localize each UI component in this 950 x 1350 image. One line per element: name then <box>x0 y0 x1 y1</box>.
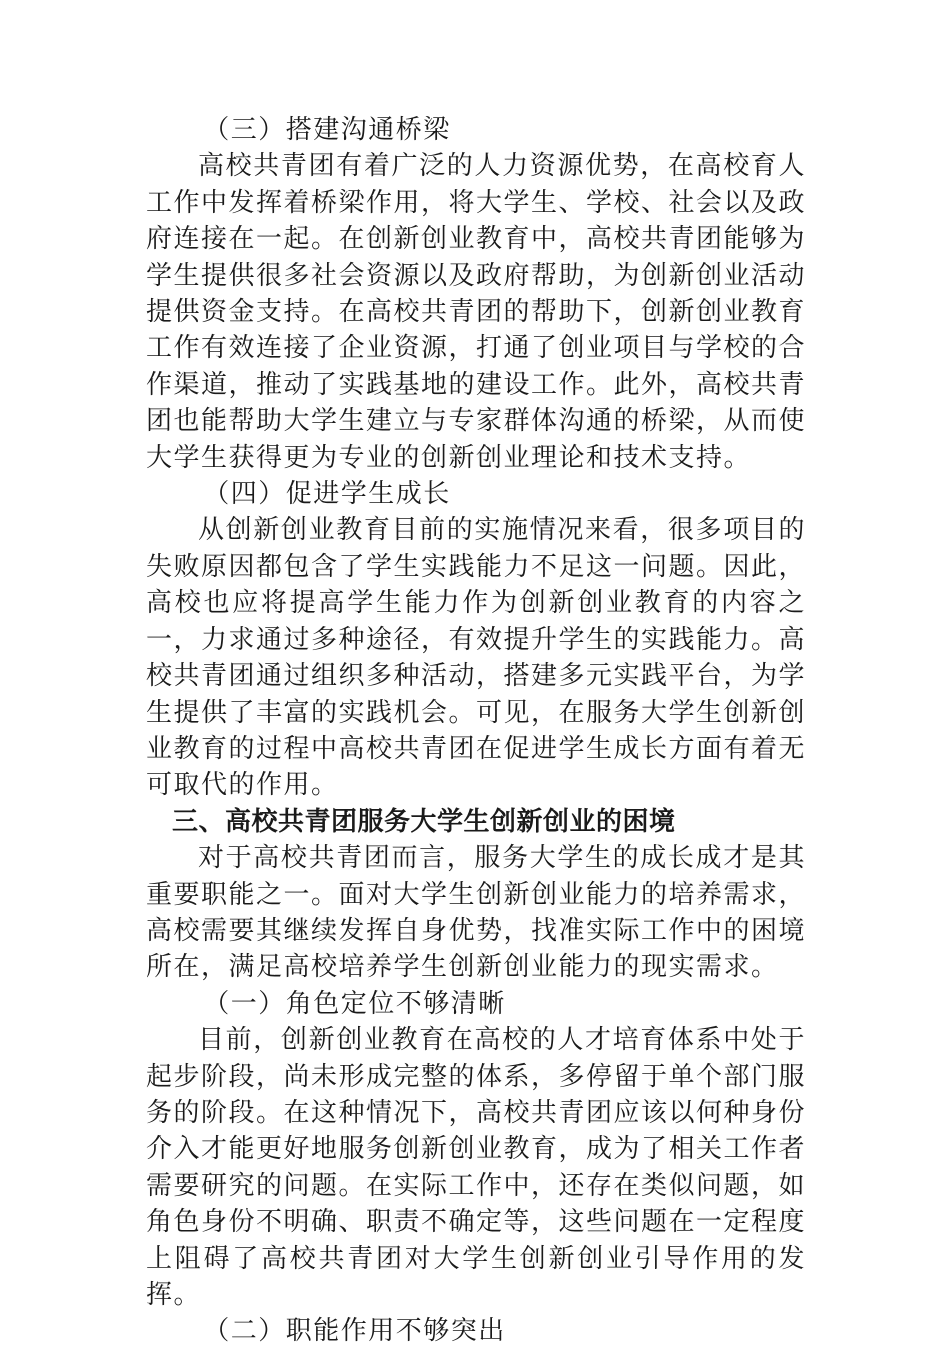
heading-two-function-weak: （二）职能作用不够突出 <box>203 1316 506 1347</box>
paragraph-dilemmas-intro: 对于高校共青团而言，服务大学生的成长成才是其重要职能之一。面对大学生创新创业能力的培养需求，高校需要其继续发挥自身优势，找准实际工作中的困境所在，满足高校培养学生创新创业能力的现实需求。 <box>146 843 807 983</box>
document-body <box>146 112 806 1350</box>
paragraph-role-unclear: 目前，创新创业教育在高校的人才培育体系中处于起步阶段，尚未形成完整的体系，多停留于单个部门服务的阶段。在这种情况下，高校共青团应该以何种身份介入才能更好地服务创新创业教育，成为了相关工作者需要研究的问题。在实际工作中，还存在类似问题，如角色身份不明确、职责不确定等，这些问题在一定程度上阻碍了高校共青团对大学生创新创业引导作用的发挥。 <box>146 1025 807 1310</box>
heading-three-build-bridge: （三）搭建沟通桥梁 <box>203 115 451 145</box>
paragraph-student-growth: 从创新创业教育目前的实施情况来看，很多项目的失败原因都包含了学生实践能力不足这一问题。因此，高校也应将提高学生能力作为创新创业教育的内容之一，力求通过多种途径，有效提升学生的实践能力。高校共青团通过组织多种活动，搭建多元实践平台，为学生提供了丰富的实践机会。可见，在服务大学生创新创业教育的过程中高校共青团在促进学生成长方面有着无可取代的作用。 <box>146 515 807 801</box>
section-three-dilemmas: 三、高校共青团服务大学生创新创业的困境 <box>172 806 676 837</box>
heading-one-role-unclear: （一）角色定位不够清晰 <box>203 988 506 1019</box>
paragraph-bridge-role: 高校共青团有着广泛的人力资源优势，在高校育人工作中发挥着桥梁作用，将大学生、学校、社会以及政府连接在一起。在创新创业教育中，高校共青团能够为学生提供很多社会资源以及政府帮助，为创新创业活动提供资金支持。在高校共青团的帮助下，创新创业教育工作有效连接了企业资源，打通了创业项目与学校的合作渠道，推动了实践基地的建设工作。此外，高校共青团也能帮助大学生建立与专家群体沟通的桥梁，从而使大学生获得更为专业的创新创业理论和技术支持。 <box>146 151 807 473</box>
heading-four-student-growth: （四）促进学生成长 <box>203 479 451 510</box>
